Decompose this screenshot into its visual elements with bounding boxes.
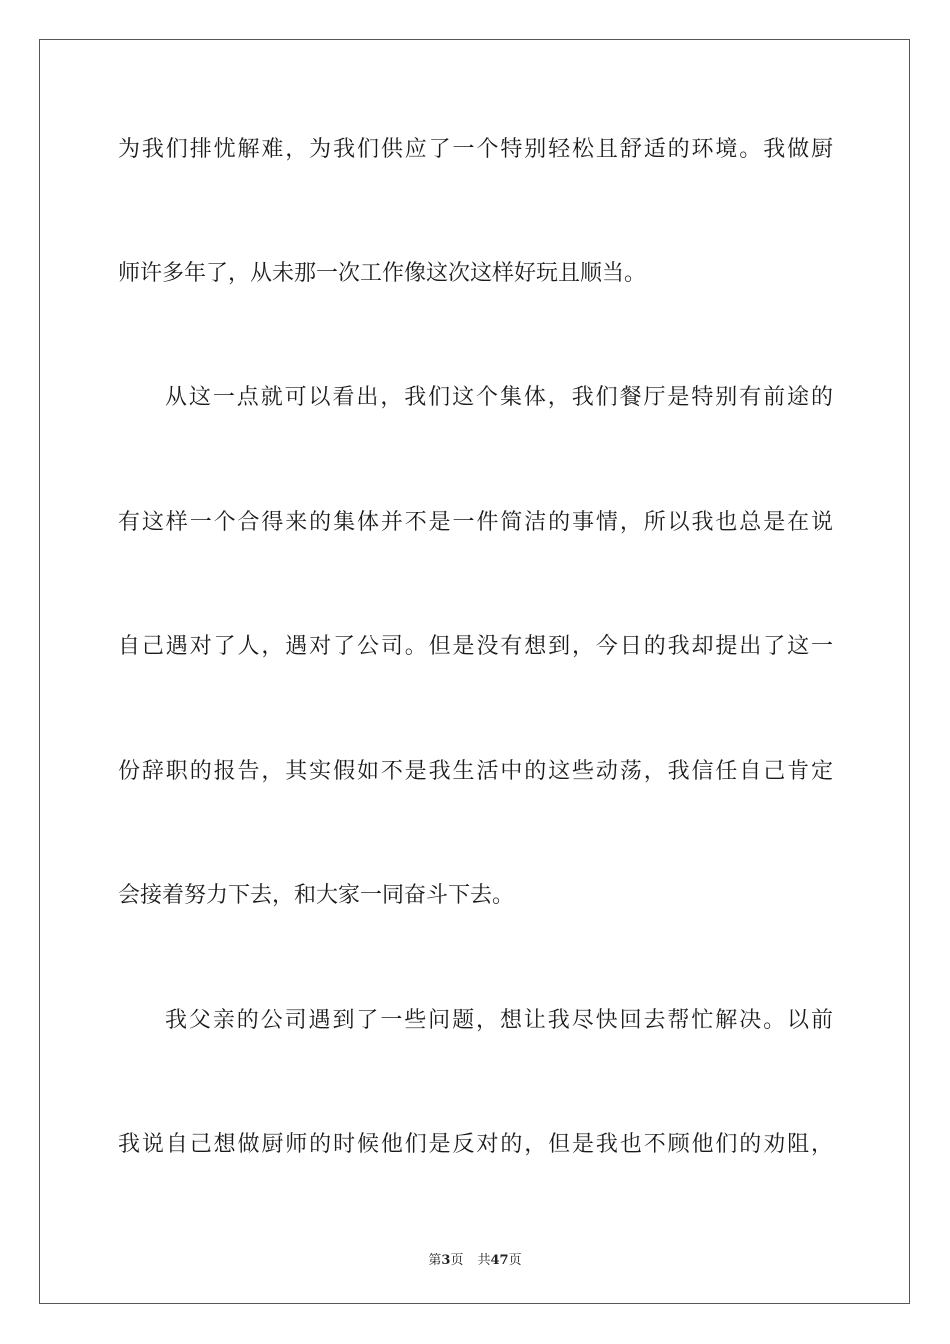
footer-page-suffix: 页 — [450, 1253, 464, 1268]
footer-page-number: 3 — [441, 1253, 451, 1268]
text-line-6: 份辞职的报告，其实假如不是我生活中的这些动荡，我信任自己肯定 — [118, 759, 833, 784]
footer-total-pages: 47 — [490, 1253, 509, 1268]
text-line-1: 为我们排忧解难，为我们供应了一个特别轻松且舒适的环境。我做厨 — [118, 137, 833, 162]
text-line-5: 自己遇对了人，遇对了公司。但是没有想到，今日的我却提出了这一 — [118, 634, 833, 659]
text-line-4: 有这样一个合得来的集体并不是一件简洁的事情，所以我也总是在说 — [118, 510, 833, 535]
page-footer — [0, 1249, 950, 1268]
page-border — [39, 39, 910, 1304]
footer-total-prefix: 共 — [477, 1253, 491, 1268]
text-line-3: 从这一点就可以看出，我们这个集体，我们餐厅是特别有前途的 — [165, 385, 833, 410]
footer-total-suffix: 页 — [508, 1253, 522, 1268]
text-line-2: 师许多年了，从未那一次工作像这次这样好玩且顺当。 — [118, 261, 647, 286]
text-line-8: 我父亲的公司遇到了一些问题，想让我尽快回去帮忙解决。以前 — [165, 1008, 833, 1033]
text-line-9: 我说自己想做厨师的时候他们是反对的，但是我也不顾他们的劝阻， — [118, 1132, 833, 1157]
footer-page-prefix: 第 — [428, 1253, 442, 1268]
text-line-7: 会接着努力下去，和大家一同奋斗下去。 — [118, 883, 515, 908]
